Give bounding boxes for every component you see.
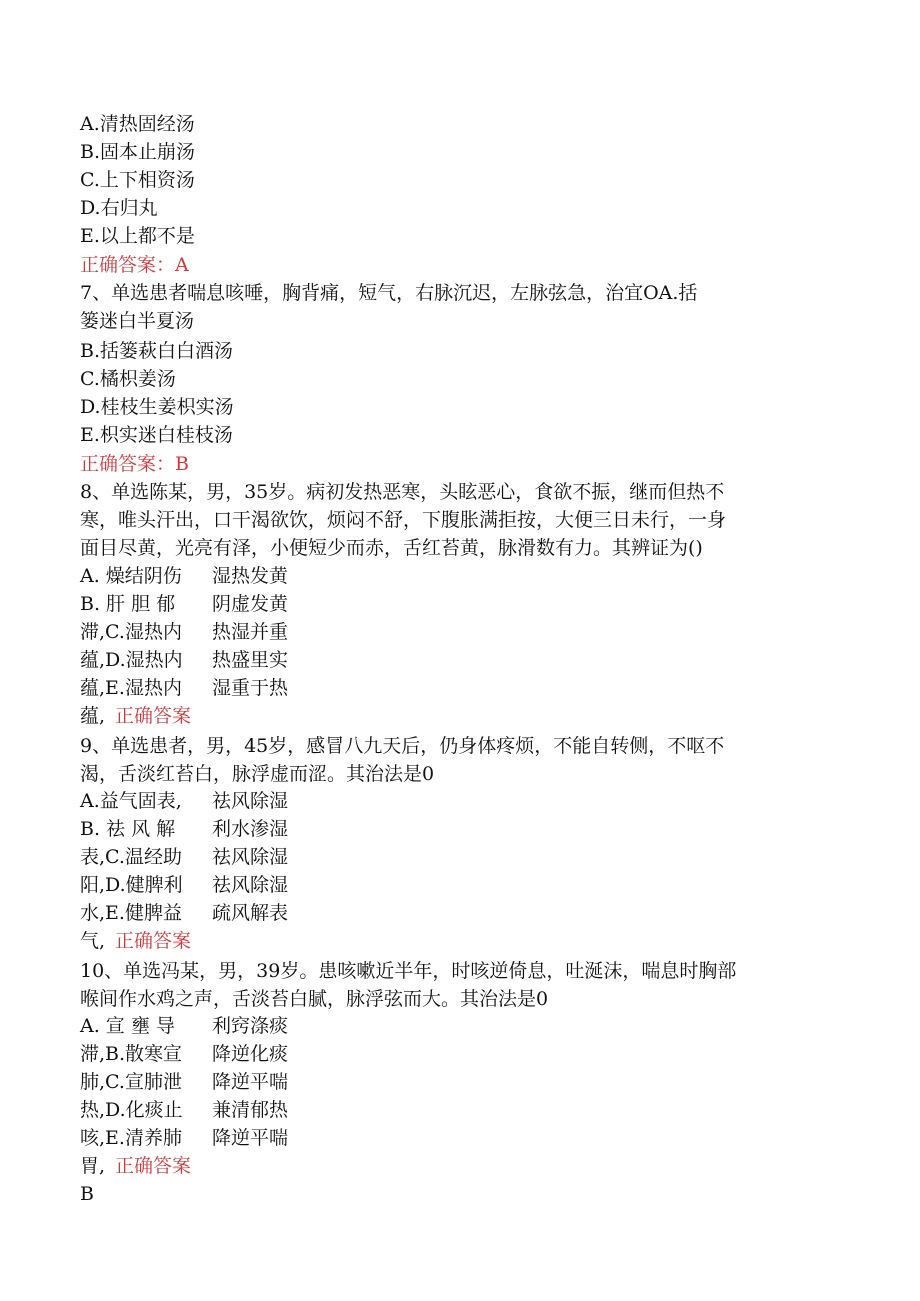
q8-right-3: 热湿并重 (212, 621, 289, 643)
q9-left-4: 阳,D.健脾利 (80, 874, 183, 896)
q9-stem-line2: 渴，舌淡红苔白，脉浮虚而涩。其治法是0 (80, 763, 435, 785)
q9-right-3: 祛风除湿 (212, 846, 289, 868)
q6-option-a: A.清热固经汤 (80, 113, 195, 135)
q8-answer: 正确答案 (115, 705, 192, 727)
q10-stem-line2: 喉间作水鸡之声，舌淡苔白腻，脉浮弦而大。其治法是0 (80, 988, 549, 1010)
q6-option-e: E.以上都不是 (80, 225, 195, 247)
q8-left-4: 蕴,D.湿热内 (80, 649, 183, 671)
q7-option-c: C.橘枳姜汤 (80, 368, 176, 390)
q8-stem-line1: 8、单选陈某，男，35岁。病初发热恶寒，头眩恶心，食欲不振，继而但热不 (80, 481, 725, 503)
q7-option-d: D.桂枝生姜枳实汤 (80, 396, 234, 418)
q10-answer-value: B (80, 1183, 94, 1205)
q8-left-2: B. 肝 胆 郁 (80, 593, 176, 615)
q8-right-4: 热盛里实 (212, 649, 289, 671)
q9-right-4: 祛风除湿 (212, 874, 289, 896)
q9-right-1: 祛风除湿 (212, 790, 289, 812)
q9-left-3: 表,C.温经助 (80, 846, 182, 868)
q6-option-d: D.右归丸 (80, 197, 158, 219)
q7-option-e: E.枳实迷白桂枝汤 (80, 424, 233, 446)
q8-left-3: 滞,C.湿热内 (80, 621, 182, 643)
q10-right-5: 降逆平喘 (212, 1127, 289, 1149)
q7-stem-line2: 篓迷白半夏汤 (80, 310, 195, 332)
q10-left-4: 热,D.化痰止 (80, 1099, 183, 1121)
q8-stem-line3: 面目尽黄，光亮有泽，小便短少而赤，舌红苔黄，脉滑数有力。其辨证为() (80, 537, 703, 559)
q9-stem-line1: 9、单选患者，男，45岁，感冒八九天后，仍身体疼烦，不能自转侧，不呕不 (80, 735, 725, 757)
q7-option-b: B.括篓萩白白酒汤 (80, 340, 234, 362)
q10-stem-line1: 10、单选冯某，男，39岁。患咳嗽近半年，时咳逆倚息，吐涎沫，喘息时胸部 (80, 960, 737, 982)
q10-left-5: 咳,E.清养肺 (80, 1127, 182, 1149)
q8-right-2: 阴虚发黄 (212, 593, 289, 615)
q10-right-4: 兼清郁热 (212, 1099, 289, 1121)
q10-left-2: 滞,B.散寒宣 (80, 1043, 183, 1065)
q6-option-c: C.上下相资汤 (80, 169, 195, 191)
q10-right-2: 降逆化痰 (212, 1043, 289, 1065)
q9-left-6: 气, (80, 930, 106, 952)
q6-option-b: B.固本止崩汤 (80, 141, 196, 163)
q10-left-1: A. 宣 壅 导 (80, 1015, 175, 1037)
q7-stem-line1: 7、单选患者喘息咳唾，胸背痛，短气，右脉沉迟，左脉弦急，治宜OA.括 (80, 282, 698, 304)
q9-answer: 正确答案 (115, 930, 192, 952)
q8-right-1: 湿热发黄 (212, 565, 289, 587)
q10-left-3: 肺,C.宣肺泄 (80, 1071, 182, 1093)
q9-left-2: B. 祛 风 解 (80, 818, 176, 840)
q9-right-5: 疏风解表 (212, 902, 289, 924)
q7-answer: 正确答案：B (80, 453, 189, 475)
q10-answer: 正确答案 (115, 1155, 192, 1177)
q10-left-6: 胃, (80, 1155, 106, 1177)
q10-right-1: 利窍涤痰 (212, 1015, 289, 1037)
q6-answer: 正确答案：A (80, 254, 189, 276)
q8-left-1: A. 燥结阴伤 (80, 565, 182, 587)
q8-left-6: 蕴, (80, 705, 106, 727)
q9-left-1: A.益气固表, (80, 790, 182, 812)
q8-left-5: 蕴,E.湿热内 (80, 677, 182, 699)
q8-right-5: 湿重于热 (212, 677, 289, 699)
q9-right-2: 利水渗湿 (212, 818, 289, 840)
q8-stem-line2: 寒，唯头汗出，口干渴欲饮，烦闷不舒，下腹胀满拒按，大便三日未行，一身 (80, 509, 727, 531)
q10-right-3: 降逆平喘 (212, 1071, 289, 1093)
q9-left-5: 水,E.健脾益 (80, 902, 182, 924)
